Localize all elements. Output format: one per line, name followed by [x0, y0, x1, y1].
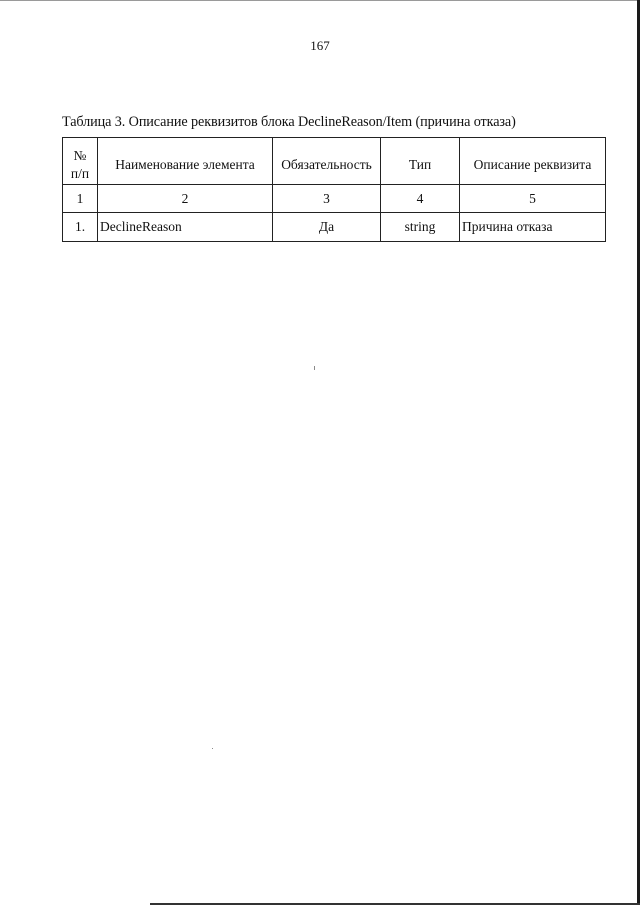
table-header-row [63, 138, 606, 185]
header-number-line1: № [73, 148, 87, 163]
table-row [63, 213, 606, 242]
column-number: 2 [98, 185, 273, 213]
scan-speck [314, 366, 315, 370]
header-description: Описание реквизита [460, 138, 606, 185]
column-number: 1 [63, 185, 98, 213]
column-number: 5 [460, 185, 606, 213]
column-number-row [63, 185, 606, 213]
header-required: Обязательность [273, 138, 381, 185]
page-number: 167 [310, 38, 330, 53]
header-type: Тип [381, 138, 460, 185]
column-number: 4 [381, 185, 460, 213]
row-number-cell: 1. [63, 213, 98, 242]
header-number [63, 138, 98, 185]
required-cell: Да [273, 213, 381, 242]
element-name-cell: DeclineReason [98, 213, 273, 242]
header-element-name: Наименование элемента [98, 138, 273, 185]
description-cell: Причина отказа [460, 213, 606, 242]
scan-speck [212, 748, 213, 749]
table-caption: Таблица 3. Описание реквизитов блока DeclineReason/Item (причина отказа) [62, 114, 516, 130]
type-cell: string [381, 213, 460, 242]
attributes-table [62, 137, 606, 242]
header-number-line2: п/п [70, 166, 90, 181]
column-number: 3 [273, 185, 381, 213]
scan-edge-top [0, 0, 640, 1]
